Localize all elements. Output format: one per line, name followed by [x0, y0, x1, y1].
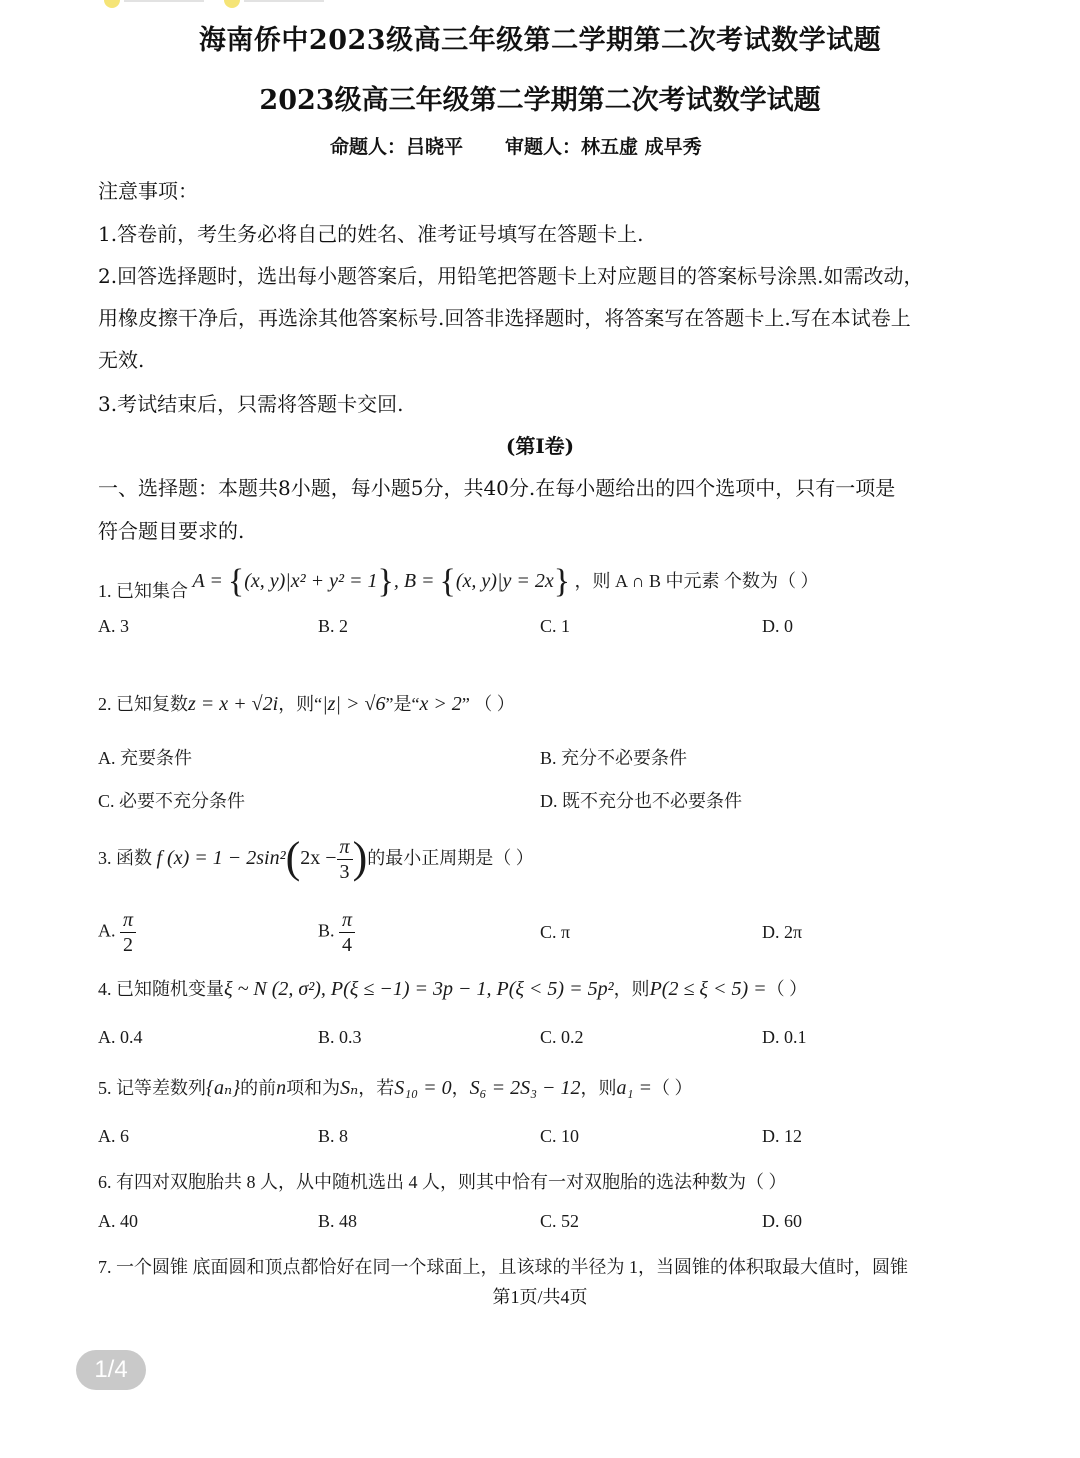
q5-mid-3: ，若 [358, 1078, 395, 1098]
q5-mid-2: 项和为 [286, 1078, 341, 1098]
q3-option-a-den: 2 [123, 934, 134, 956]
main-title: 海南侨中2023级高三年级第二学期第二次考试数学试题 [198, 25, 882, 56]
reviewer-label: 审题人： [505, 136, 582, 158]
q2-expr: z = x + √2i [188, 693, 279, 715]
question-3: 3. 函数 f (x) = 1 − 2sin²(2x − $\frac{\pi}{3}$ )的最小正周期是（ ） [98, 833, 534, 884]
q3-prefix: 3. 函数 [98, 848, 152, 868]
q3-frac-num: π [337, 835, 353, 860]
q6-option-d: D. 60 [762, 1211, 802, 1231]
watermark-text-blur [244, 0, 324, 2]
q5-option-c: C. 10 [540, 1126, 580, 1146]
page-indicator[interactable]: 1/4 [76, 1350, 146, 1390]
q3-option-b-den: 4 [342, 934, 353, 956]
q5-option-d: D. 12 [762, 1126, 802, 1146]
q5-prefix: 5. 记等差数列 [98, 1078, 206, 1098]
notes-item-2-line-2: 用橡皮擦干净后，再选涂其他答案标号.回答非选择题时，将答案写在答题卡上.写在本试卷上 [98, 306, 911, 330]
q4-prefix: 4. 已知随机变量 [98, 979, 224, 999]
q2-option-b: B. 充分不必要条件 [540, 748, 688, 768]
q5-mid-4: ， [451, 1078, 470, 1098]
q2-prefix: 2. 已知复数 [98, 694, 188, 714]
question-4 [98, 975, 807, 1001]
q1-setA-lhs: A = [192, 570, 228, 592]
question-7: 7. 一个圆锥 底面圆和顶点都恰好在同一个球面上，且该球的半径为 1，当圆锥的体积取最大值时，圆锥 [98, 1257, 908, 1277]
question-5 [98, 1074, 692, 1100]
q1-prefix: 1. 已知集合 [98, 581, 188, 601]
q4-mid: ，则 [613, 979, 650, 999]
q1-setB-lhs: , B = [393, 570, 440, 592]
q3-option-a [98, 908, 136, 957]
q1-setA-body: (x, y)|x² + y² = 1 [244, 570, 378, 592]
q5-suffix: （ ） [651, 1078, 693, 1098]
q2-option-c: C. 必要不充分条件 [98, 791, 246, 811]
q1-suffix: ，则 A ∩ B 中元素 个数为（ ） [574, 571, 819, 591]
section-instruction-line-2: 符合题目要求的. [98, 519, 245, 543]
q3-suffix: 的最小正周期是（ ） [367, 848, 534, 868]
q2-suffix: ” （ ） [461, 694, 515, 714]
q5-n: n [276, 1077, 287, 1099]
notes-item-1: 1.答卷前，考生务必将自己的姓名、准考证号填写在答题卡上. [98, 222, 644, 246]
watermark-text-blur [124, 0, 204, 2]
q3-option-d: D. 2π [762, 922, 803, 942]
q5-mid-5: ，则 [580, 1078, 617, 1098]
q2-option-d: D. 既不充分也不必要条件 [540, 791, 742, 811]
reviewer-names: 林五虚 成早秀 [581, 136, 702, 158]
q5-target: a₁ = [616, 1077, 652, 1099]
q3-option-b [318, 908, 355, 957]
q2-mid: ，则“ [278, 694, 323, 714]
q1-option-b: B. 2 [318, 616, 349, 636]
q5-sn: Sₙ [340, 1077, 359, 1099]
proposer-label: 命题人： [330, 136, 407, 158]
q2-mid2: ”是“ [385, 694, 420, 714]
notes-item-3: 3.考试结束后，只需将答题卡交回. [98, 392, 404, 416]
q4-suffix: （ ） [766, 979, 808, 999]
q4-option-d: D. 0.1 [762, 1027, 807, 1047]
q4-target: P(2 ≤ ξ < 5) = [649, 978, 767, 1000]
q5-mid-1: 的前 [240, 1078, 277, 1098]
q2-condition: |z| > √6 [322, 693, 386, 715]
q3-expr-inner: 2x − [300, 847, 337, 869]
question-1: 1. 已知集合 A = {(x, y)|x² + y² = 1}, B = {(x, y)|y = 2x} ，则 A ∩ B 中元素 个数为（ ） [98, 563, 819, 601]
q3-frac-den: 3 [339, 861, 350, 884]
q3-option-a-num: π [120, 908, 136, 933]
proposer-name: 吕晓平 [406, 136, 464, 158]
q3-expr-left: f (x) = 1 − 2sin² [156, 847, 286, 869]
q3-option-a-label: A. [98, 920, 116, 941]
question-6: 6. 有四对双胞胎共 8 人，从中随机选出 4 人，则其中恰有一对双胞胎的选法种数为（ ） [98, 1172, 787, 1192]
q1-setB-body: (x, y)|y = 2x [455, 570, 554, 592]
question-2 [98, 690, 515, 716]
q6-option-a: A. 40 [98, 1211, 138, 1231]
watermark-dot-icon [224, 0, 240, 8]
q1-option-c: C. 1 [540, 616, 571, 636]
watermark-dot-icon [104, 0, 120, 8]
q4-option-c: C. 0.2 [540, 1027, 584, 1047]
q5-option-b: B. 8 [318, 1126, 349, 1146]
q3-option-b-fraction [339, 908, 355, 957]
q2-option-a: A. 充要条件 [98, 748, 192, 768]
q1-option-d: D. 0 [762, 616, 793, 636]
q2-condition-2: x > 2 [419, 693, 462, 715]
q5-condition-2: S₆ = 2S₃ − 12 [469, 1077, 581, 1099]
section-instruction-line-1: 一、选择题：本题共8小题，每小题5分，共40分.在每小题给出的四个选项中，只有一项是 [98, 476, 896, 500]
q3-option-b-num: π [339, 908, 355, 933]
q6-option-c: C. 52 [540, 1211, 580, 1231]
q5-condition-1: S₁₀ = 0 [394, 1077, 452, 1099]
notes-item-2-line-3: 无效. [98, 348, 145, 372]
q1-option-a: A. 3 [98, 616, 129, 636]
authors-line [330, 132, 702, 159]
q4-option-b: B. 0.3 [318, 1027, 362, 1047]
q3-option-b-label: B. [318, 920, 335, 941]
q5-option-a: A. 6 [98, 1126, 129, 1146]
q4-expr: ξ ~ N (2, σ²), P(ξ ≤ −1) = 3p − 1, P(ξ < 5) = 5p² [224, 978, 614, 1000]
volume-label: (第Ⅰ卷) [505, 434, 575, 458]
q5-sequence: {aₙ} [206, 1077, 241, 1099]
q3-fraction [337, 835, 353, 884]
q4-option-a: A. 0.4 [98, 1027, 143, 1047]
q3-option-c: C. π [540, 922, 571, 942]
notes-item-2-line-1: 2.回答选择题时，选出每小题答案后，用铅笔把答题卡上对应题目的答案标号涂黑.如需改动， [98, 264, 924, 288]
sub-title: 2023级高三年级第二学期第二次考试数学试题 [259, 85, 821, 116]
q6-option-b: B. 48 [318, 1211, 358, 1231]
page-footer: 第1页/共4页 [492, 1287, 588, 1307]
q3-option-a-fraction [120, 908, 136, 957]
notes-heading: 注意事项： [98, 179, 198, 203]
